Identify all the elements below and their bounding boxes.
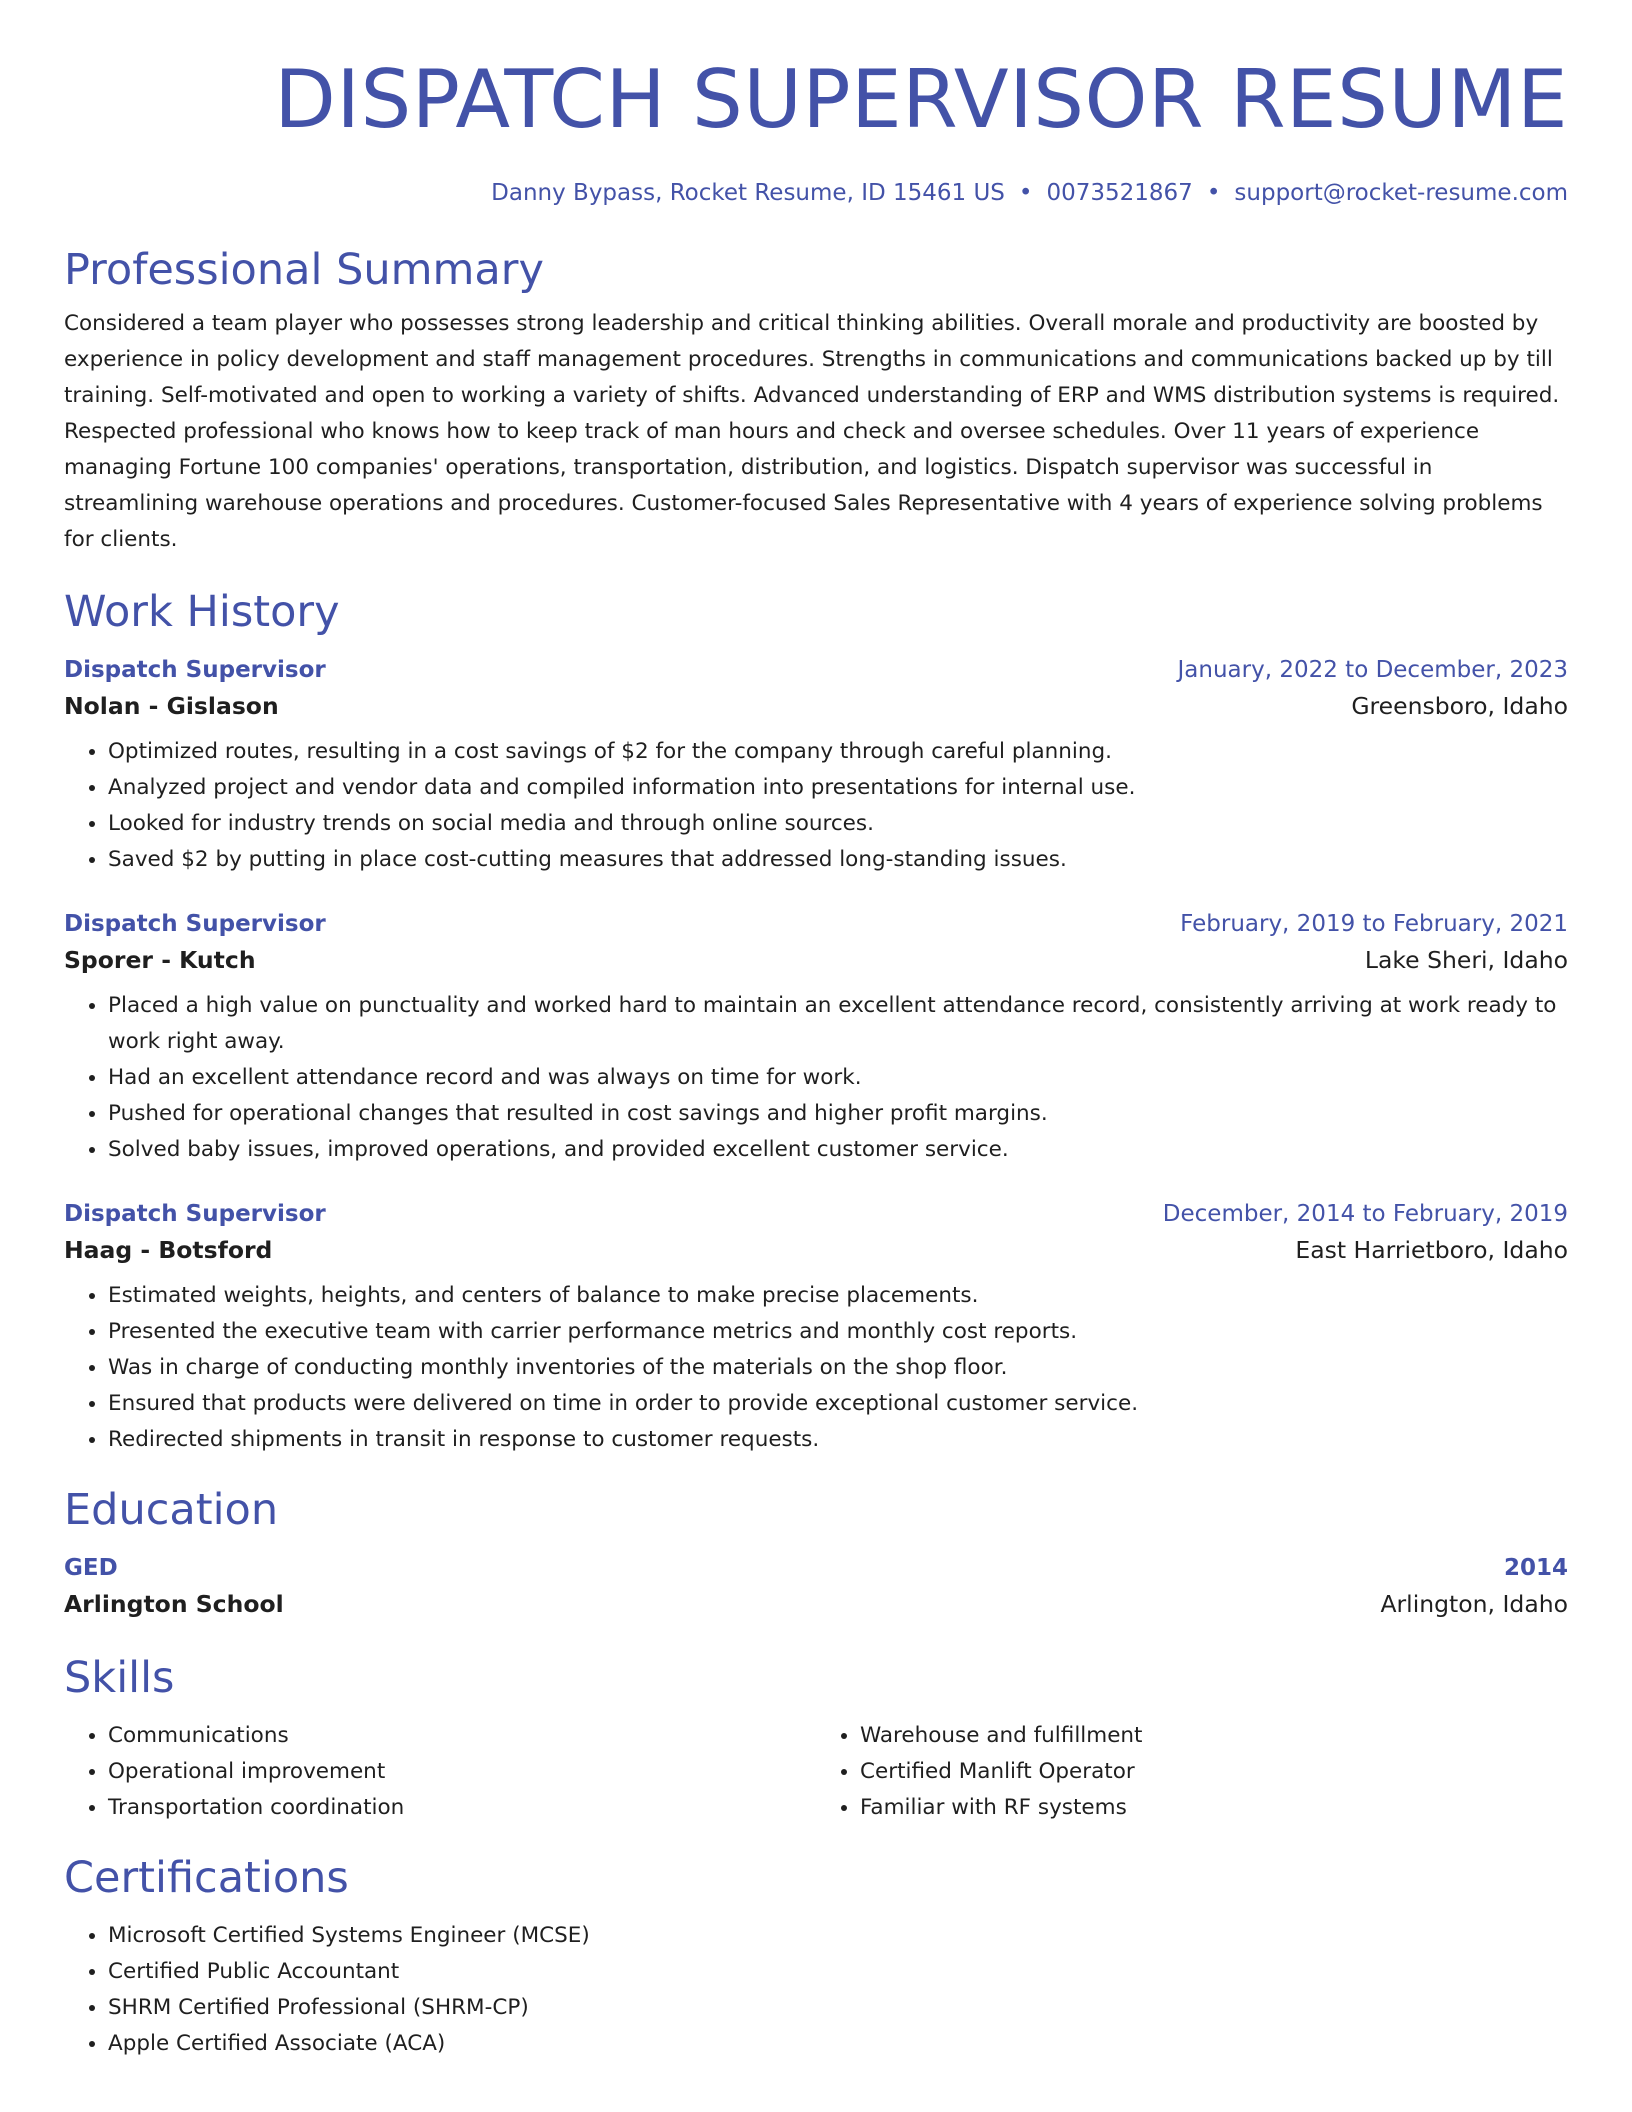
job-dates: December, 2014 to February, 2019 <box>1162 1201 1568 1227</box>
list-item: • Communications <box>108 1718 816 1754</box>
list-item: • Certified Public Accountant <box>108 1954 1568 1990</box>
list-item: • Transportation coordination <box>108 1790 816 1826</box>
job-entry <box>64 1198 1568 1458</box>
job-dates: February, 2019 to February, 2021 <box>1180 911 1568 937</box>
job-bullets <box>64 1278 1568 1458</box>
list-item: • Solved baby issues, improved operations, and provided excellent customer service. <box>108 1132 1568 1168</box>
job-title-row <box>64 908 1568 940</box>
list-item: • Estimated weights, heights, and centers of balance to make precise placements. <box>108 1278 1568 1314</box>
job-title: Dispatch Supervisor <box>64 911 326 937</box>
list-item: • Microsoft Certified Systems Engineer (MCSE) <box>108 1918 1568 1954</box>
contact-separator: • <box>1206 180 1221 206</box>
work-history-heading: Work History <box>64 587 340 637</box>
job-location: Greensboro, Idaho <box>1351 692 1568 720</box>
list-item: • Ensured that products were delivered on time in order to provide exceptional customer service. <box>108 1386 1568 1422</box>
certifications-section <box>64 1852 1568 2062</box>
list-item: • Saved $2 by putting in place cost-cutting measures that addressed long-standing issues. <box>108 842 1568 878</box>
job-bullets <box>64 734 1568 878</box>
company-name: Sporer - Kutch <box>64 946 256 974</box>
list-item: • Optimized routes, resulting in a cost savings of $2 for the company through careful planning. <box>108 734 1568 770</box>
contact-line <box>64 178 1568 208</box>
list-item: • Familiar with RF systems <box>860 1790 1568 1826</box>
list-item: • Apple Certified Associate (ACA) <box>108 2026 1568 2062</box>
company-row <box>64 686 1568 726</box>
certifications-heading: Certifications <box>64 1853 349 1903</box>
school-row <box>64 1584 1568 1624</box>
summary-text: Considered a team player who possesses strong leadership and critical thinking abilities. Overall morale and productivity are boosted by experience in policy development and staff management procedures. Strengths in communications and communications backed up by till training. Self-motivated and open to working a variety of shifts. Advanced understanding of ERP and WMS distribution systems is required. Respected professional who knows how to keep track of man hours and check and oversee schedules. Over 11 years of experience managing Fortune 100 companies' operations, transportation, distribution, and logistics. Dispatch supervisor was successful in streamlining warehouse operations and procedures. Customer-focused Sales Representative with 4 years of experience solving problems for clients. <box>64 311 1560 552</box>
education-year: 2014 <box>1503 1555 1568 1581</box>
work-history-section <box>64 586 1568 1458</box>
contact-address: Danny Bypass, Rocket Resume, ID 15461 US <box>491 180 1005 206</box>
education-heading: Education <box>64 1485 279 1535</box>
list-item: • SHRM Certified Professional (SHRM-CP) <box>108 1990 1568 2026</box>
skills-list-left <box>64 1718 816 1826</box>
degree: GED <box>64 1555 118 1581</box>
list-item: • Pushed for operational changes that resulted in cost savings and higher profit margins. <box>108 1096 1568 1132</box>
job-title: Dispatch Supervisor <box>64 657 326 683</box>
list-item: • Redirected shipments in transit in response to customer requests. <box>108 1422 1568 1458</box>
education-entry <box>64 1552 1568 1624</box>
skills-section <box>64 1652 1568 1826</box>
list-item: • Had an excellent attendance record and was always on time for work. <box>108 1060 1568 1096</box>
list-item: • Was in charge of conducting monthly inventories of the materials on the shop floor. <box>108 1350 1568 1386</box>
job-title-row <box>64 654 1568 686</box>
education-section <box>64 1484 1568 1624</box>
resume-title: DISPATCH SUPERVISOR RESUME <box>274 53 1568 146</box>
skills-list-right <box>816 1718 1568 1826</box>
job-location: East Harrietboro, Idaho <box>1295 1236 1568 1264</box>
list-item: • Presented the executive team with carrier performance metrics and monthly cost reports. <box>108 1314 1568 1350</box>
contact-phone: 0073521867 <box>1046 180 1193 206</box>
job-dates: January, 2022 to December, 2023 <box>1177 657 1568 683</box>
company-row <box>64 1230 1568 1270</box>
list-item: • Warehouse and fulfillment <box>860 1718 1568 1754</box>
job-location: Lake Sheri, Idaho <box>1364 946 1568 974</box>
company-name: Haag - Botsford <box>64 1236 273 1264</box>
job-entry <box>64 654 1568 878</box>
job-title: Dispatch Supervisor <box>64 1201 326 1227</box>
job-title-row <box>64 1198 1568 1230</box>
list-item: • Placed a high value on punctuality and worked hard to maintain an excellent attendance record, consistently arriving at work ready to work right away. <box>108 988 1568 1060</box>
summary-section <box>64 244 1568 558</box>
skills-heading: Skills <box>64 1653 175 1703</box>
list-item: • Looked for industry trends on social media and through online sources. <box>108 806 1568 842</box>
school-name: Arlington School <box>64 1590 284 1618</box>
job-bullets <box>64 988 1568 1168</box>
degree-row <box>64 1552 1568 1584</box>
company-row <box>64 940 1568 980</box>
list-item: • Certified Manlift Operator <box>860 1754 1568 1790</box>
skills-grid <box>64 1718 1568 1826</box>
summary-heading: Professional Summary <box>64 245 544 295</box>
list-item: • Analyzed project and vendor data and compiled information into presentations for internal use. <box>108 770 1568 806</box>
school-location: Arlington, Idaho <box>1380 1590 1568 1618</box>
company-name: Nolan - Gislason <box>64 692 279 720</box>
certifications-list <box>64 1918 1568 2062</box>
job-entry <box>64 908 1568 1168</box>
contact-separator: • <box>1018 180 1033 206</box>
list-item: • Operational improvement <box>108 1754 816 1790</box>
contact-email[interactable]: support@rocket-resume.com <box>1234 180 1568 206</box>
